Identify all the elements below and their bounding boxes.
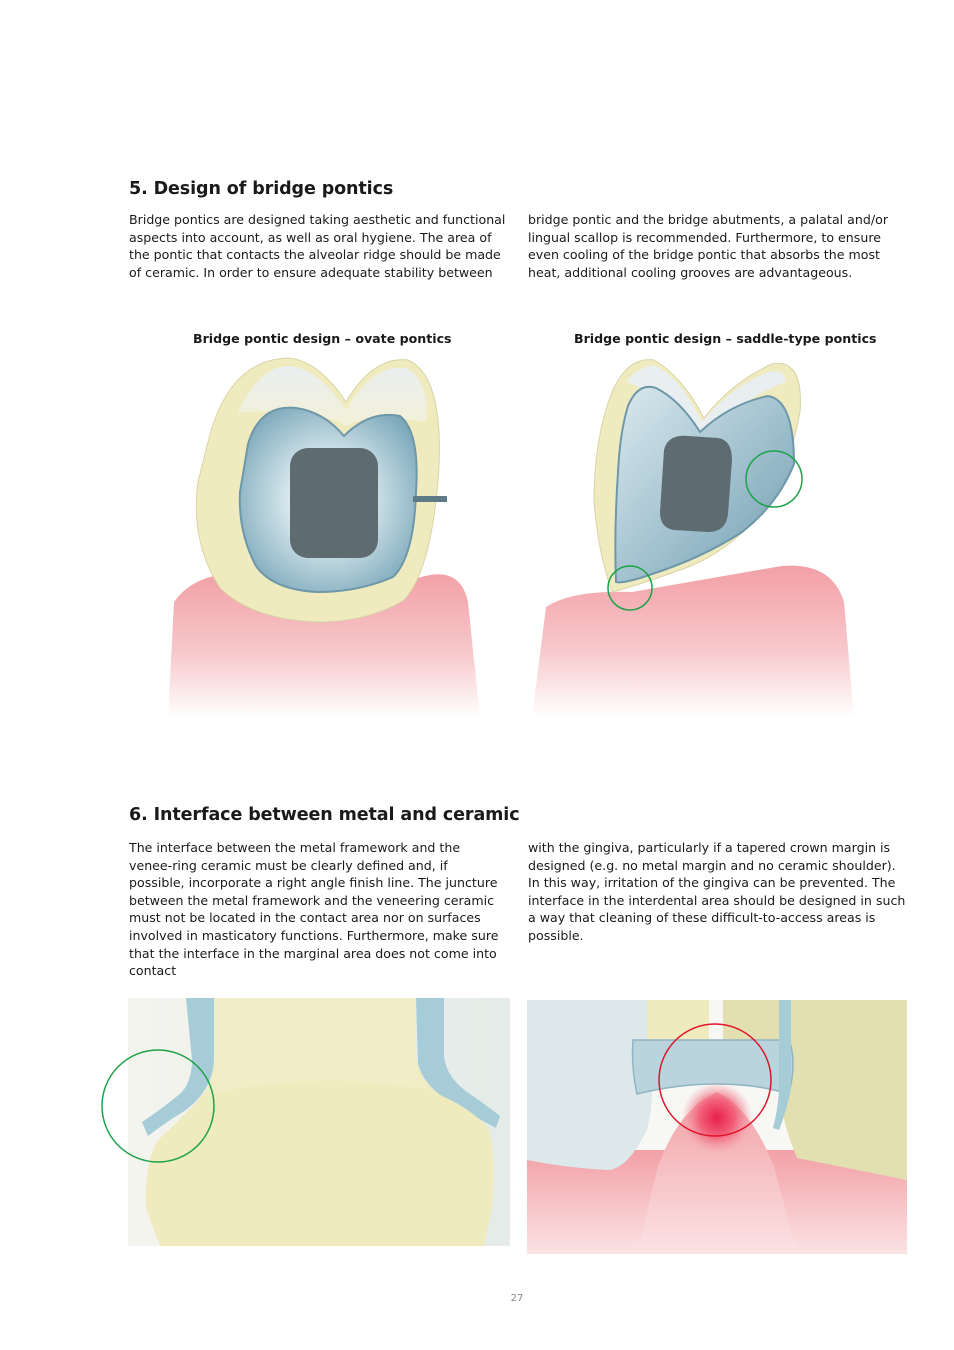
gingiva-shape bbox=[532, 566, 854, 718]
cooling-groove bbox=[413, 496, 447, 502]
figure-caption-ovate: Bridge pontic design – ovate pontics bbox=[193, 331, 452, 346]
irritation-spot bbox=[681, 1082, 753, 1154]
saddle-pontic-illustration bbox=[532, 352, 854, 718]
framework-core bbox=[290, 448, 378, 558]
ovate-pontic-illustration bbox=[168, 352, 480, 718]
framework-core bbox=[660, 436, 732, 532]
section-5-paragraph-left: Bridge pontics are designed taking aesthetic and functional aspects into account, as well as oral hygiene. The area of the pontic that contacts the alveolar ridge should be made of ceramic. In order to ensure adequate stability between bbox=[129, 212, 506, 280]
section-6-title: 6. Interface between metal and ceramic bbox=[129, 805, 520, 825]
figure-caption-saddle: Bridge pontic design – saddle-type pontics bbox=[574, 331, 877, 346]
interdental-interface-illustration bbox=[527, 1000, 907, 1254]
section-6-paragraph-right: with the gingiva, particularly if a tapered crown margin is designed (e.g. no metal margin and no ceramic shoulder). In this way, irritation of the gingiva can be prevented. The interface in the interdental area should be designed in such a way that cleaning of these difficult-to-access areas is possible. bbox=[528, 840, 906, 943]
marginal-interface-illustration bbox=[100, 998, 510, 1248]
left-tooth-enamel bbox=[527, 1000, 652, 1170]
section-5-paragraph-right: bridge pontic and the bridge abutments, a palatal and/or lingual scallop is recommended. Furthermore, to ensure even cooling of the bridge pontic that absorbs the most heat, additional cooling grooves are advantageous. bbox=[528, 212, 888, 280]
page-number: 27 bbox=[510, 1293, 524, 1304]
section-6-paragraph-left: The interface between the metal framework and the venee-ring ceramic must be clearly defined and, if possible, incorporate a right angle finish line. The juncture between the metal framework and the veneering ceramic must not be located in the contact area nor on surfaces involved in masticatory functions. Furthermore, make sure that the interface in the marginal area does not come into contact bbox=[129, 840, 499, 979]
section-5-title: 5. Design of bridge pontics bbox=[129, 179, 394, 199]
left-tooth-ceramic bbox=[647, 1000, 709, 1040]
